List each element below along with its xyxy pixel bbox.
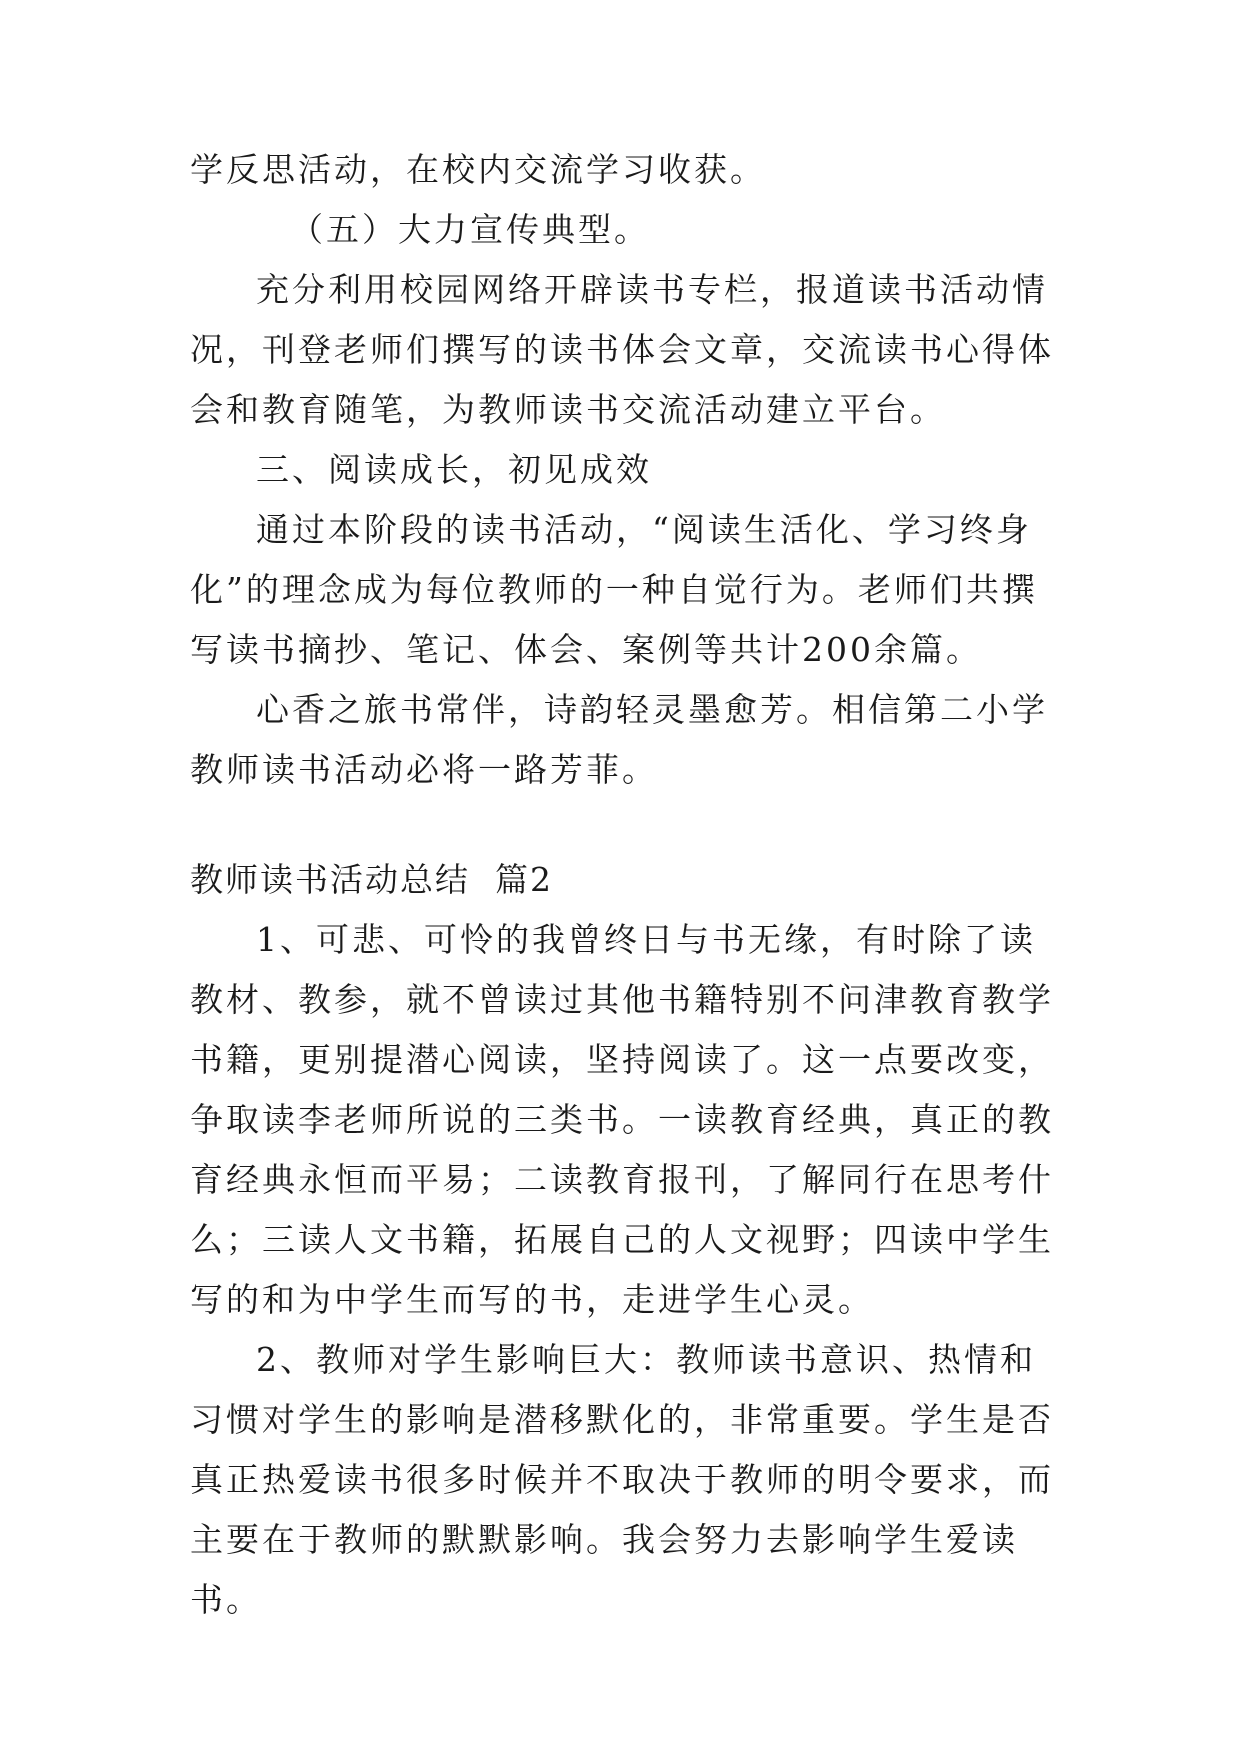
paragraph-results: 通过本阶段的读书活动，“阅读生活化、学习终身化”的理念成为每位教师的一种自觉行为。老师们共撰写读书摘抄、笔记、体会、案例等共计200余篇。	[190, 510, 1038, 669]
heading-section-three: 三、阅读成长，初见成效	[256, 450, 652, 489]
paragraph-continuation: 学反思活动，在校内交流学习收获。	[190, 150, 766, 189]
paragraph-network-column: 充分利用校园网络开辟读书专栏，报道读书活动情况，刊登老师们撰写的读书体会文章，交流读书心得体会和教育随笔，为教师读书交流活动建立平台。	[190, 270, 1054, 429]
document-body	[190, 140, 1070, 1630]
paragraph-item-1: 1、可悲、可怜的我曾终日与书无缘，有时除了读教材、教参，就不曾读过其他书籍特别不问津教育教学书籍，更别提潜心阅读，坚持阅读了。这一点要改变，争取读李老师所说的三类书。一读教育经典，真正的教育经典永恒而平易；二读教育报刊，了解同行在思考什么；三读人文书籍，拓展自己的人文视野；四读中学生写的和为中学生而写的书，走进学生心灵。	[190, 920, 1054, 1319]
subheading-five: （五）大力宣传典型。	[290, 210, 650, 249]
paragraph-closing: 心香之旅书常伴，诗韵轻灵墨愈芳。相信第二小学教师读书活动必将一路芳菲。	[190, 690, 1048, 789]
paragraph-item-2: 2、教师对学生影响巨大：教师读书意识、热情和习惯对学生的影响是潜移默化的，非常重要。学生是否真正热爱读书很多时候并不取决于教师的明令要求，而主要在于教师的默默影响。我会努力去影响学生爱读书。	[190, 1340, 1054, 1619]
section-title: 教师读书活动总结 篇2	[190, 860, 553, 899]
